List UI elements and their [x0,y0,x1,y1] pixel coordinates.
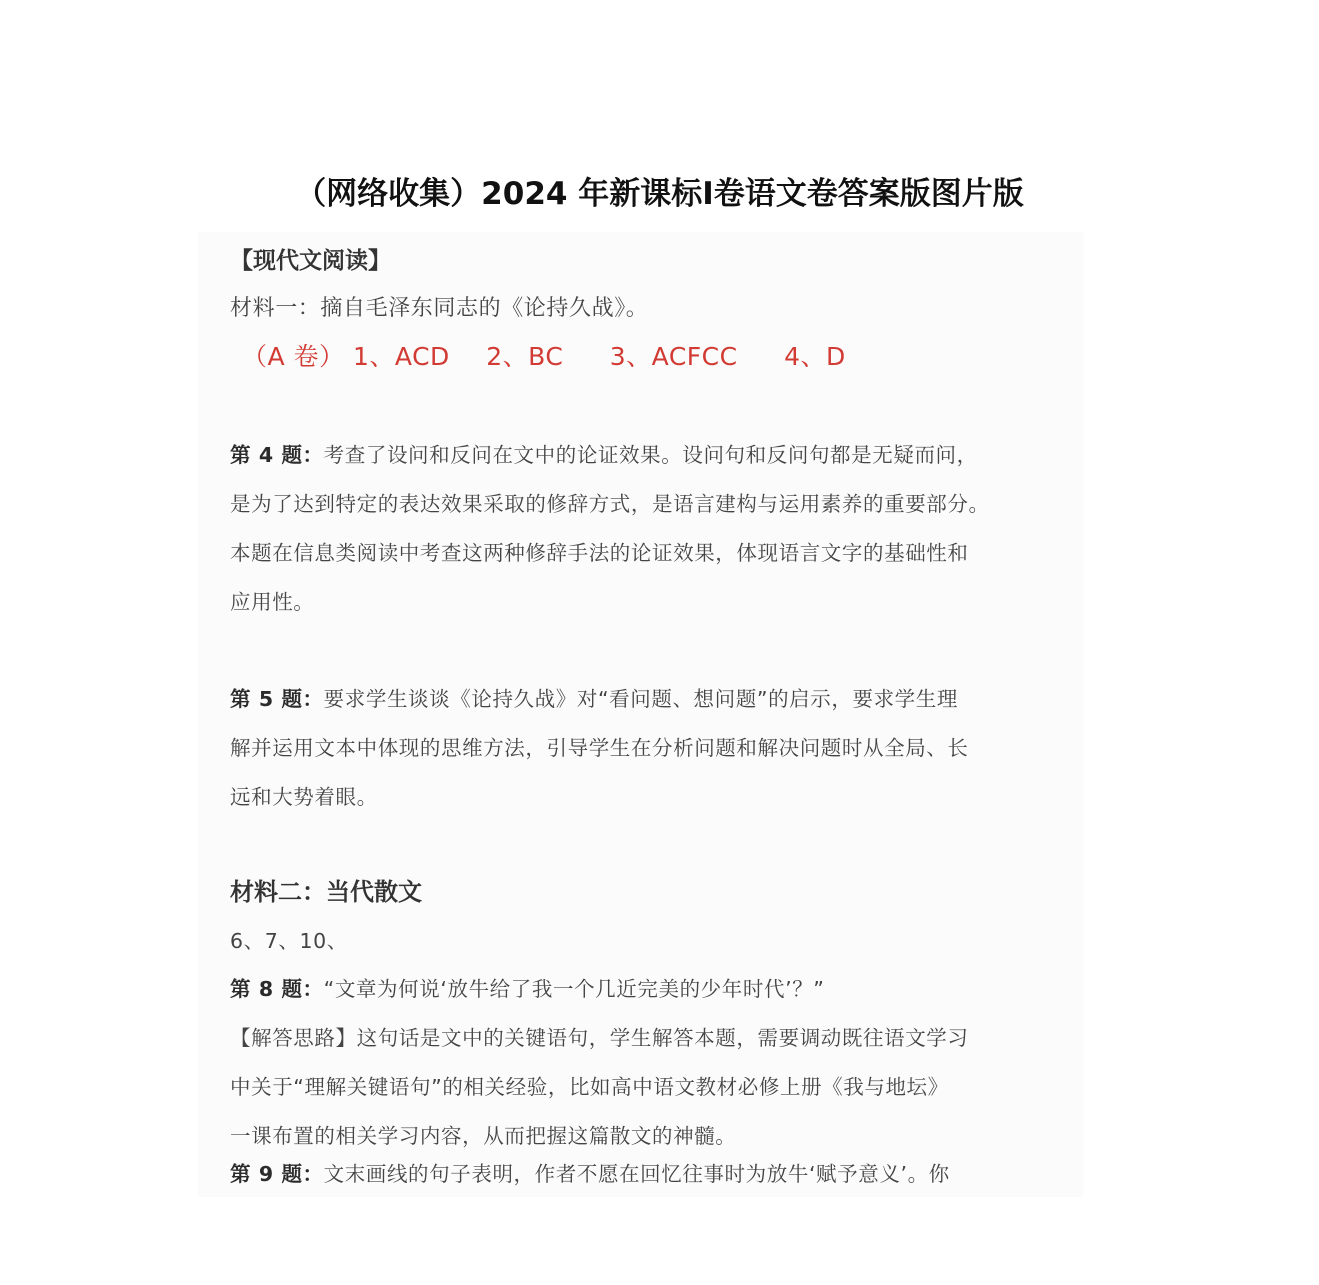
answer-item: 4、D [784,342,846,371]
q8-question: “文章为何说‘放牛给了我一个几近完美的少年时代’？” [323,977,825,1001]
answer-item: 1、ACD [353,342,450,371]
material-two-heading: 材料二：当代散文 [230,878,422,906]
answer-key-line [242,342,846,372]
q4-text: 是为了达到特定的表达效果采取的修辞方式，是语言建构与运用素养的重要部分。 [230,492,990,516]
q5-text: 远和大势着眼。 [230,785,378,809]
questions-6-7-10: 6、7、10、 [230,929,348,953]
q5-label: 第 5 题： [230,687,324,711]
modern-reading-heading: 【现代文阅读】 [230,248,391,274]
q8-approach: 一课布置的相关学习内容，从而把握这篇散文的神髓。 [230,1124,737,1148]
q8-approach: 【解答思路】这句话是文中的关键语句，学生解答本题，需要调动既往语文学习 [230,1026,969,1050]
q5-line [230,684,958,714]
answer-item: 3、ACFCC [609,342,738,371]
q5-text: 解并运用文本中体现的思维方法，引导学生在分析问题和解决问题时从全局、长 [230,736,969,760]
q5-text: 要求学生谈谈《论持久战》对“看问题、想问题”的启示，要求学生理 [323,687,958,711]
q8-line [230,974,825,1004]
material-one-line: 材料一：摘自毛泽东同志的《论持久战》。 [230,296,649,321]
q8-label: 第 8 题： [230,977,324,1001]
answer-volume-label: （A 卷） [242,342,345,371]
q9-line [230,1159,950,1189]
q4-line [230,440,978,470]
page-title: （网络收集）2024 年新课标Ⅰ卷语文卷答案版图片版 [295,176,1024,212]
answer-item: 2、BC [486,342,564,371]
q4-label: 第 4 题： [230,443,324,467]
answer-scan-image [198,232,1083,1197]
q4-text: 本题在信息类阅读中考查这两种修辞手法的论证效果，体现语言文字的基础性和 [230,541,969,565]
q9-label: 第 9 题： [230,1162,324,1186]
q8-approach: 中关于“理解关键语句”的相关经验，比如高中语文教材必修上册《我与地坛》 [230,1075,949,1099]
q4-text: 应用性。 [230,590,315,614]
q9-text: 文末画线的句子表明，作者不愿在回忆往事时为放牛‘赋予意义’。你 [323,1162,950,1186]
q4-text: 考查了设问和反问在文中的论证效果。设问句和反问句都是无疑而问， [323,443,978,467]
